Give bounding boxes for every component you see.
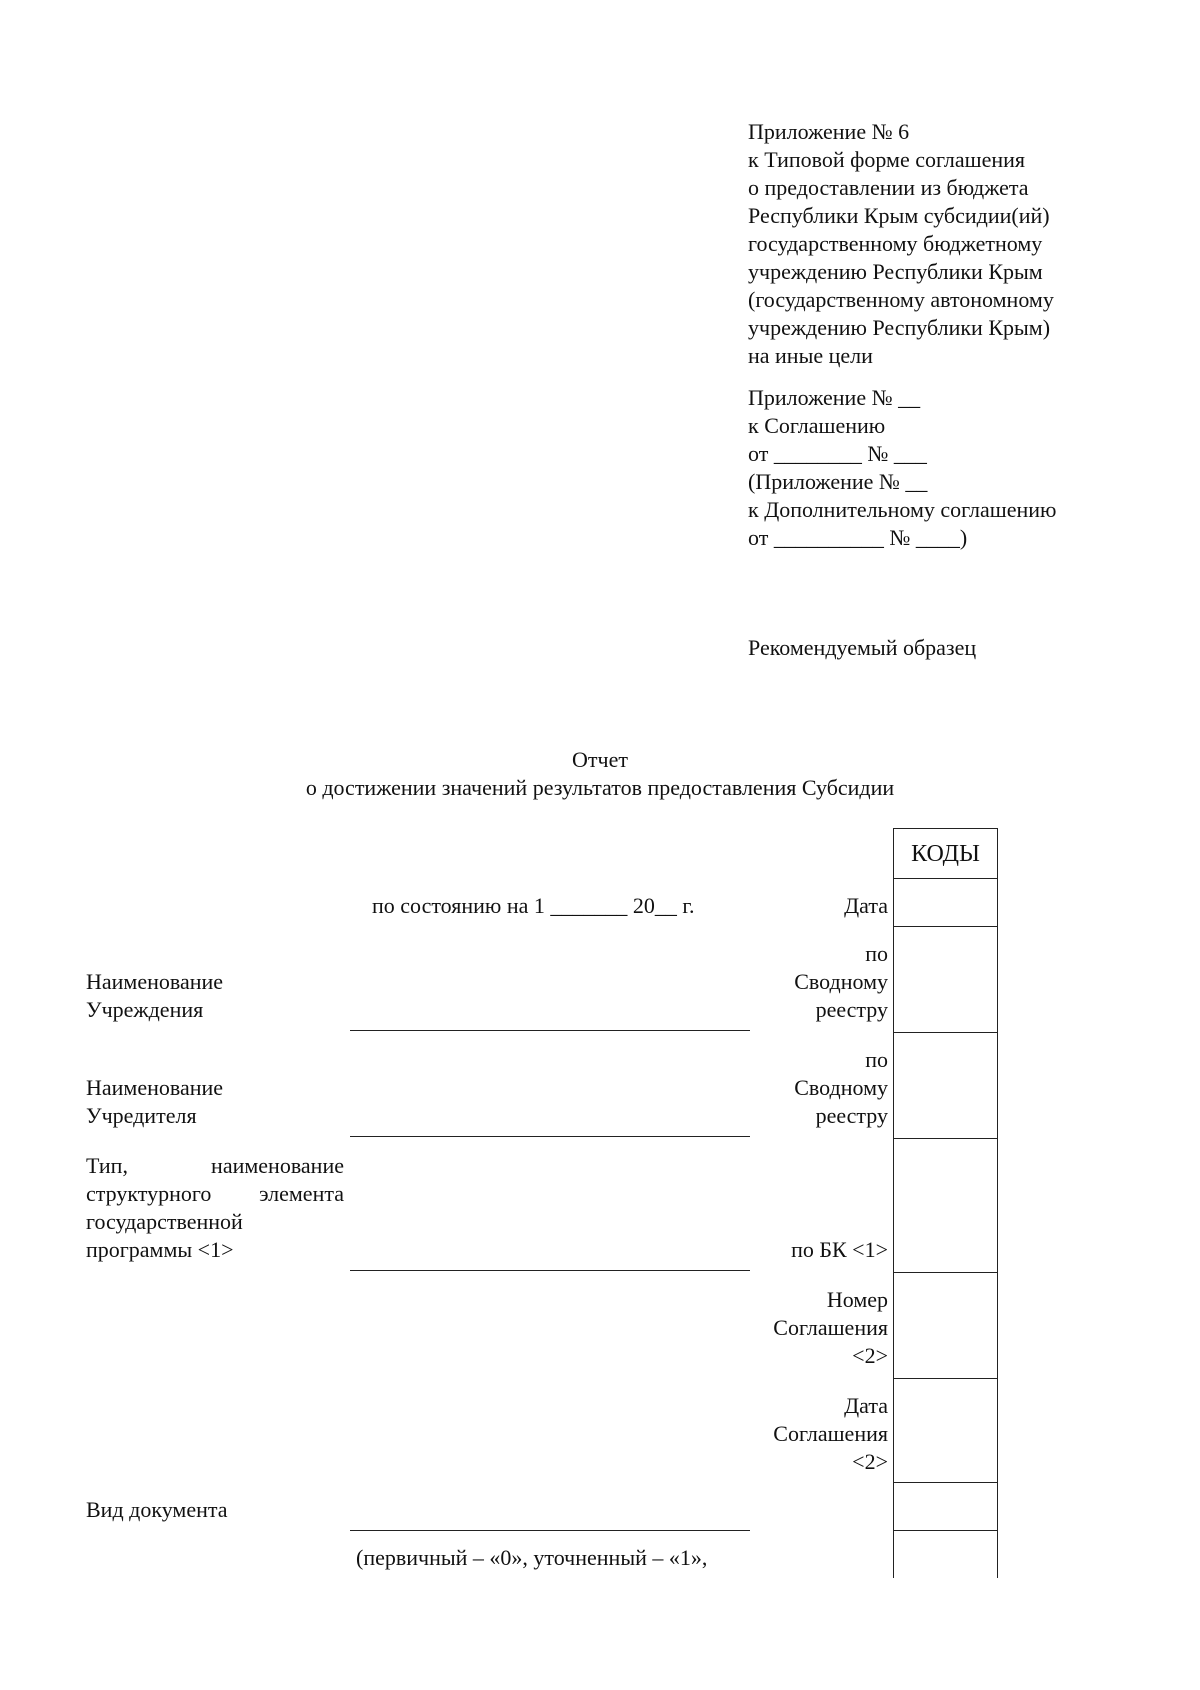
registry-label-line: Сводному xyxy=(794,969,888,994)
appendix-line: Республики Крым субсидии(ий) xyxy=(748,203,1050,228)
program-label-line: программы <1> xyxy=(86,1237,234,1262)
codes-divider xyxy=(893,1482,998,1483)
registry-label-line: по xyxy=(865,941,888,966)
institution-field-line xyxy=(350,1030,750,1031)
agreement-date-line: Дата xyxy=(844,1393,888,1418)
program-label-word: Тип, xyxy=(86,1153,128,1178)
agreement-line: от __________ № ____) xyxy=(748,525,968,550)
doc-type-field-line xyxy=(350,1530,750,1531)
doc-type-hint: (первичный – «0», уточненный – «1», xyxy=(356,1545,708,1570)
founder-label-line: Наименование xyxy=(86,1075,224,1100)
report-title: Отчет xyxy=(572,747,628,772)
founder-field-line xyxy=(350,1136,750,1137)
codes-divider xyxy=(893,878,998,879)
recommended-sample: Рекомендуемый образец xyxy=(748,635,977,660)
agreement-number-line: <2> xyxy=(852,1343,888,1368)
appendix-line: учреждению Республики Крым xyxy=(748,259,1043,284)
institution-label xyxy=(86,968,223,1024)
agreement-number-label xyxy=(700,1286,888,1370)
institution-label-line: Учреждения xyxy=(86,997,204,1022)
appendix-line: на иные цели xyxy=(748,343,873,368)
codes-divider xyxy=(893,926,998,927)
codes-header: КОДЫ xyxy=(911,841,980,867)
agreement-reference xyxy=(748,384,1056,552)
founder-label-line: Учредителя xyxy=(86,1103,197,1128)
appendix-header xyxy=(748,118,1054,370)
program-label-word: элемента xyxy=(259,1181,344,1206)
agreement-line: (Приложение № __ xyxy=(748,469,928,494)
appendix-line: к Типовой форме соглашения xyxy=(748,147,1026,172)
codes-divider xyxy=(893,1138,998,1139)
registry-label-line: по xyxy=(865,1047,888,1072)
appendix-line: (государственному автономному xyxy=(748,287,1054,312)
agreement-date-line: Соглашения xyxy=(773,1421,888,1446)
program-label-row xyxy=(86,1152,344,1180)
doc-type-label: Вид документа xyxy=(86,1497,228,1522)
founder-label xyxy=(86,1074,223,1130)
agreement-line: от ________ № ___ xyxy=(748,441,927,466)
codes-divider xyxy=(893,1272,998,1273)
as-of-date: по состоянию на 1 _______ 20__ г. xyxy=(372,893,695,918)
registry-label-line: реестру xyxy=(815,1103,888,1128)
codes-divider xyxy=(893,1378,998,1379)
agreement-date-label xyxy=(700,1392,888,1476)
registry-label-1 xyxy=(700,940,888,1024)
program-field-line xyxy=(350,1270,750,1271)
date-label: Дата xyxy=(844,893,888,918)
agreement-line: к Дополнительному соглашению xyxy=(748,497,1057,522)
agreement-date-line: <2> xyxy=(852,1449,888,1474)
report-subtitle: о достижении значений результатов предоставления Субсидии xyxy=(305,775,895,800)
program-label-word: структурного xyxy=(86,1181,212,1206)
appendix-line: государственному бюджетному xyxy=(748,231,1043,256)
institution-label-line: Наименование xyxy=(86,969,224,994)
codes-column-top-border xyxy=(893,828,998,829)
appendix-line: Приложение № 6 xyxy=(748,119,910,144)
appendix-line: о предоставлении из бюджета xyxy=(748,175,1029,200)
bk-label: по БК <1> xyxy=(791,1237,888,1262)
codes-column-left-border xyxy=(893,828,894,1578)
codes-column-right-border xyxy=(997,828,998,1578)
appendix-line: учреждению Республики Крым) xyxy=(748,315,1051,340)
registry-label-line: реестру xyxy=(815,997,888,1022)
program-label xyxy=(86,1152,344,1264)
registry-label-2 xyxy=(700,1046,888,1130)
agreement-line: к Соглашению xyxy=(748,413,886,438)
program-label-line: государственной xyxy=(86,1209,243,1234)
registry-label-line: Сводному xyxy=(794,1075,888,1100)
agreement-number-line: Соглашения xyxy=(773,1315,888,1340)
program-label-row xyxy=(86,1180,344,1208)
codes-divider xyxy=(893,1032,998,1033)
codes-divider xyxy=(893,1530,998,1531)
agreement-number-line: Номер xyxy=(826,1287,888,1312)
program-label-word: наименование xyxy=(211,1153,344,1178)
agreement-line: Приложение № __ xyxy=(748,385,921,410)
